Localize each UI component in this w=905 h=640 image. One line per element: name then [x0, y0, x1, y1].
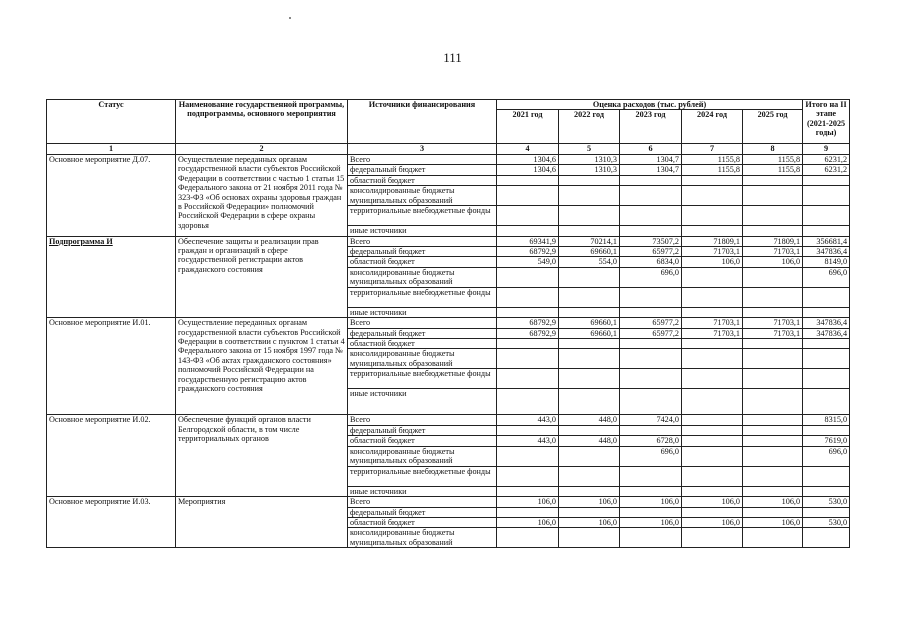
column-index: 1 [47, 144, 176, 154]
row-value [497, 425, 559, 435]
row-source: федеральный бюджет [348, 246, 497, 256]
row-status: Основное мероприятие И.03. [47, 497, 176, 548]
row-value: 106,0 [620, 497, 682, 507]
row-source: федеральный бюджет [348, 328, 497, 338]
row-source: Всего [348, 415, 497, 425]
header-estimate: Оценка расходов (тыс. рублей) [497, 100, 803, 110]
row-value: 1304,7 [620, 165, 682, 175]
row-value [743, 175, 803, 185]
row-value [682, 186, 743, 206]
row-value: 443,0 [497, 415, 559, 425]
row-value [497, 339, 559, 349]
row-value [682, 175, 743, 185]
row-value: 70214,1 [559, 236, 620, 246]
row-name: Обеспечение защиты и реализации прав граждан и организаций в сфере государственной регистрации актов гражданского состояния [176, 236, 348, 318]
row-value: 69341,9 [497, 236, 559, 246]
row-value [497, 486, 559, 496]
row-value [559, 389, 620, 415]
row-source: областной бюджет [348, 257, 497, 267]
column-index-row [47, 144, 850, 154]
row-value [682, 226, 743, 236]
row-value [682, 486, 743, 496]
row-value [682, 425, 743, 435]
row-value [682, 267, 743, 287]
row-source: территориальные внебюджетные фонды [348, 206, 497, 226]
row-total: 347836,4 [803, 328, 850, 338]
row-value [497, 307, 559, 317]
row-value [497, 389, 559, 415]
row-value [497, 466, 559, 486]
row-value [497, 287, 559, 307]
header-year: 2022 год [559, 110, 620, 144]
row-total: 6231,2 [803, 154, 850, 164]
row-source: иные источники [348, 486, 497, 496]
table-row [47, 318, 850, 328]
column-index: 8 [743, 144, 803, 154]
row-value [682, 287, 743, 307]
column-index: 4 [497, 144, 559, 154]
column-index: 6 [620, 144, 682, 154]
row-value [497, 446, 559, 466]
row-total [803, 349, 850, 369]
row-value [559, 446, 620, 466]
row-source: федеральный бюджет [348, 507, 497, 517]
row-value: 65977,2 [620, 246, 682, 256]
row-status: Основное мероприятие И.01. [47, 318, 176, 415]
row-value: 106,0 [682, 518, 743, 528]
row-value [743, 389, 803, 415]
row-value [620, 425, 682, 435]
row-source: территориальные внебюджетные фонды [348, 287, 497, 307]
row-value [559, 349, 620, 369]
header-year: 2024 год [682, 110, 743, 144]
row-value [682, 436, 743, 446]
row-value: 1304,6 [497, 154, 559, 164]
row-source: консолидированные бюджеты муниципальных образований [348, 528, 497, 548]
header-name: Наименование государственной программы, подпрограммы, основного мероприятия [176, 100, 348, 144]
row-value [743, 287, 803, 307]
row-value: 69660,1 [559, 318, 620, 328]
row-name: Обеспечение функций органов власти Белгородской области, в том числе территориальных органов [176, 415, 348, 497]
row-value: 1155,8 [743, 165, 803, 175]
row-source: консолидированные бюджеты муниципальных образований [348, 349, 497, 369]
table-row [47, 236, 850, 246]
row-total [803, 339, 850, 349]
row-total [803, 287, 850, 307]
row-status: Основное мероприятие Д.07. [47, 154, 176, 236]
row-value: 106,0 [682, 497, 743, 507]
header-year: 2025 год [743, 110, 803, 144]
row-value: 1304,6 [497, 165, 559, 175]
row-value [682, 507, 743, 517]
row-source: областной бюджет [348, 436, 497, 446]
row-value [743, 186, 803, 206]
row-total: 530,0 [803, 518, 850, 528]
header-sources: Источники финансирования [348, 100, 497, 144]
row-name: Мероприятия [176, 497, 348, 548]
column-index: 5 [559, 144, 620, 154]
row-total [803, 186, 850, 206]
row-value [620, 486, 682, 496]
row-total: 8149,0 [803, 257, 850, 267]
row-source: консолидированные бюджеты муниципальных образований [348, 446, 497, 466]
row-total: 8315,0 [803, 415, 850, 425]
row-value [620, 186, 682, 206]
row-value: 7424,0 [620, 415, 682, 425]
row-source: федеральный бюджет [348, 165, 497, 175]
row-value [497, 528, 559, 548]
row-value [559, 507, 620, 517]
row-source: областной бюджет [348, 518, 497, 528]
budget-table [46, 99, 850, 548]
row-value [743, 436, 803, 446]
row-value [743, 446, 803, 466]
row-value: 73507,2 [620, 236, 682, 246]
row-value [682, 369, 743, 389]
row-value: 71703,1 [682, 246, 743, 256]
row-value: 106,0 [497, 518, 559, 528]
row-value [620, 369, 682, 389]
row-source: территориальные внебюджетные фонды [348, 369, 497, 389]
row-value [559, 425, 620, 435]
row-total [803, 175, 850, 185]
row-value: 448,0 [559, 436, 620, 446]
row-total [803, 425, 850, 435]
row-source: иные источники [348, 389, 497, 415]
table-row [47, 154, 850, 164]
row-value [497, 369, 559, 389]
row-value: 1155,8 [743, 154, 803, 164]
row-value [620, 175, 682, 185]
row-source: территориальные внебюджетные фонды [348, 466, 497, 486]
row-value [497, 206, 559, 226]
row-value [743, 415, 803, 425]
row-value [743, 349, 803, 369]
row-value [682, 415, 743, 425]
row-value [620, 389, 682, 415]
row-value [620, 466, 682, 486]
row-status: Подпрограмма И [47, 236, 176, 318]
page-number: 111 [443, 50, 462, 65]
row-value [620, 528, 682, 548]
row-value: 71703,1 [682, 318, 743, 328]
row-value [497, 175, 559, 185]
row-source: иные источники [348, 226, 497, 236]
row-value [559, 267, 620, 287]
row-value [559, 226, 620, 236]
table-row [47, 497, 850, 507]
row-value [497, 267, 559, 287]
row-source: Всего [348, 318, 497, 328]
row-value [559, 287, 620, 307]
row-value: 549,0 [497, 257, 559, 267]
row-value [743, 369, 803, 389]
row-value [682, 339, 743, 349]
row-source: областной бюджет [348, 339, 497, 349]
row-name: Осуществление переданных органам государственной власти субъектов Российской Федерации в соответствии с пунктом 1 статьи 4 Федерального закона от 15 ноября 1997 года № 143-ФЗ «Об актах гражданского состояния» полномочий Российской Федерации на государственную регистрацию актов гражданского состояния [176, 318, 348, 415]
row-value [743, 466, 803, 486]
row-value: 1310,3 [559, 165, 620, 175]
row-source: Всего [348, 154, 497, 164]
row-value [682, 528, 743, 548]
row-value [620, 307, 682, 317]
row-total: 696,0 [803, 446, 850, 466]
row-value: 1155,8 [682, 154, 743, 164]
row-value: 1310,3 [559, 154, 620, 164]
row-total: 530,0 [803, 497, 850, 507]
row-value [497, 226, 559, 236]
row-total: 347836,4 [803, 246, 850, 256]
row-value: 106,0 [743, 518, 803, 528]
row-total [803, 486, 850, 496]
row-value [682, 389, 743, 415]
row-value: 106,0 [620, 518, 682, 528]
row-value: 1304,7 [620, 154, 682, 164]
row-value: 69660,1 [559, 328, 620, 338]
row-value: 68792,9 [497, 246, 559, 256]
row-value [682, 206, 743, 226]
row-value [743, 226, 803, 236]
row-value [559, 339, 620, 349]
row-value [743, 307, 803, 317]
header-year: 2023 год [620, 110, 682, 144]
row-value: 106,0 [559, 518, 620, 528]
row-total: 696,0 [803, 267, 850, 287]
row-total [803, 369, 850, 389]
row-value [620, 226, 682, 236]
row-total [803, 307, 850, 317]
row-value: 6834,0 [620, 257, 682, 267]
row-value: 696,0 [620, 267, 682, 287]
row-value [620, 206, 682, 226]
header-status: Статус [47, 100, 176, 144]
row-value: 106,0 [743, 257, 803, 267]
header-total: Итого на II этапе (2021-2025 годы) [803, 100, 850, 144]
row-value [682, 466, 743, 486]
row-value [743, 425, 803, 435]
row-value: 106,0 [497, 497, 559, 507]
row-value [682, 446, 743, 466]
row-value [682, 349, 743, 369]
column-index: 3 [348, 144, 497, 154]
row-status: Основное мероприятие И.02. [47, 415, 176, 497]
row-value: 69660,1 [559, 246, 620, 256]
row-value: 68792,9 [497, 328, 559, 338]
row-name: Осуществление переданных органам государственной власти субъектов Российской Федерации в соответствии с частью 1 статьи 15 Федерального закона от 21 ноября 2011 года № 323-ФЗ «Об основах охраны здоровья граждан в Российской Федерации» полномочий Российской Федерации в сфере охраны здоровья [176, 154, 348, 236]
row-value [559, 206, 620, 226]
row-value: 65977,2 [620, 328, 682, 338]
column-index: 7 [682, 144, 743, 154]
row-value [559, 486, 620, 496]
row-value [743, 528, 803, 548]
row-value [743, 206, 803, 226]
row-value [559, 369, 620, 389]
row-value [559, 186, 620, 206]
row-value [743, 507, 803, 517]
row-value: 554,0 [559, 257, 620, 267]
row-value [559, 307, 620, 317]
header-year: 2021 год [497, 110, 559, 144]
row-source: Всего [348, 497, 497, 507]
row-total [803, 206, 850, 226]
row-total [803, 528, 850, 548]
row-value [497, 349, 559, 369]
row-value: 448,0 [559, 415, 620, 425]
column-index: 2 [176, 144, 348, 154]
row-total [803, 389, 850, 415]
row-value [620, 507, 682, 517]
row-total [803, 226, 850, 236]
row-source: консолидированные бюджеты муниципальных образований [348, 186, 497, 206]
row-value: 68792,9 [497, 318, 559, 328]
row-total: 356681,4 [803, 236, 850, 246]
row-value [620, 349, 682, 369]
row-value [497, 186, 559, 206]
row-source: иные источники [348, 307, 497, 317]
row-value: 71809,1 [682, 236, 743, 246]
row-source: федеральный бюджет [348, 425, 497, 435]
row-total: 6231,2 [803, 165, 850, 175]
row-value [620, 287, 682, 307]
row-value: 71703,1 [682, 328, 743, 338]
table-row [47, 415, 850, 425]
row-value: 71703,1 [743, 246, 803, 256]
row-value: 65977,2 [620, 318, 682, 328]
row-source: консолидированные бюджеты муниципальных образований [348, 267, 497, 287]
row-value: 6728,0 [620, 436, 682, 446]
row-value: 106,0 [559, 497, 620, 507]
row-value [743, 486, 803, 496]
row-total: 7619,0 [803, 436, 850, 446]
row-value: 106,0 [682, 257, 743, 267]
row-value [743, 339, 803, 349]
column-index: 9 [803, 144, 850, 154]
row-value: 443,0 [497, 436, 559, 446]
row-value [620, 339, 682, 349]
row-value [559, 175, 620, 185]
row-value [682, 307, 743, 317]
row-source: Всего [348, 236, 497, 246]
row-total [803, 466, 850, 486]
row-value: 71703,1 [743, 318, 803, 328]
row-value [497, 507, 559, 517]
row-value: 696,0 [620, 446, 682, 466]
row-value: 71703,1 [743, 328, 803, 338]
row-value: 1155,8 [682, 165, 743, 175]
row-value [559, 466, 620, 486]
row-total: 347836,4 [803, 318, 850, 328]
row-total [803, 507, 850, 517]
row-source: областной бюджет [348, 175, 497, 185]
row-value [743, 267, 803, 287]
row-value: 106,0 [743, 497, 803, 507]
scan-speck [289, 17, 291, 19]
row-value: 71809,1 [743, 236, 803, 246]
row-value [559, 528, 620, 548]
